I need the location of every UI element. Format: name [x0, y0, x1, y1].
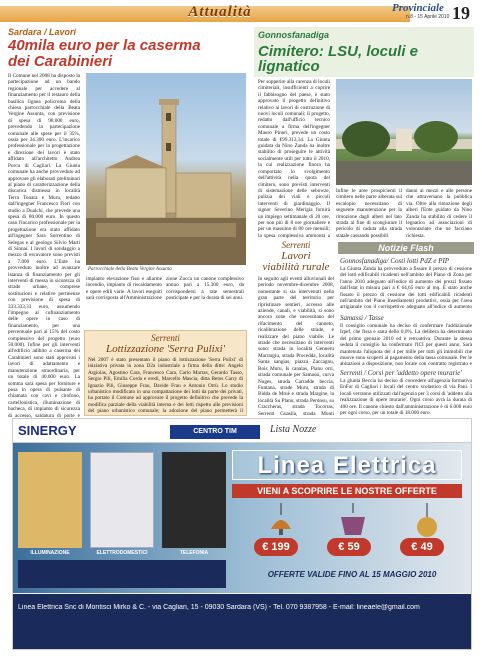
notizia-3-title: Serrenti / Corsi per 'addetto opere murarie': [340, 369, 462, 377]
issue-date: n.8 - 15 Aprile 2010: [406, 14, 450, 20]
serrenti-title-1: Lavori: [281, 250, 311, 262]
cat-illuminazione: ILLUMINAZIONE: [30, 550, 70, 556]
illuminazione-image: [18, 452, 82, 548]
serrenti-kicker: Serrenti: [281, 240, 311, 250]
price-tag-1: € 199: [254, 538, 298, 556]
sinergy-logo: SINERGY: [18, 423, 77, 438]
left-article-column: Il Comune nel 2008 ha disposto la partecipazione ad un bando regionale per accedere al finanziamento per il restauro della basilica lignea policroma della chiesa parrocchiale della Beata Vergine Assunta, con previsione di spesa di 98.000 euro, prevedendo la partecipazione comunale alle spese per il 35%, ossia per 34.300 euro. L'incarico professionale per la progettazione e direzione dei lavori è stato affidato all'architetto Andrea Porcu di Cagliari. La Giunta comunale ha anche provveduto ad approvare gli elaborati preliminari al piano di caratterizzazione della discarica dismessa in località Terra Tonara e Muru, redatto dall'ingegner Francesco Fiori con studio a Dualchi, che prevede una spesa di 80.000 euro. In questo caso l'incarico professionale per la progettazione era stato affidato all'ingegner Sara Sorrentino di Selegas e al geologo Silvio Marti di Sinnai. I lavori di sondaggio a mezzo di escavatore sono previsti a 7.000 euro. L'Ente ha provveduto inoltre ad avanzare istanza di finanziamento per gli interventi di messa in sicurezza di strade urbane, comprese sostituzioni e relative pertinenze con previsione di spesa di 333.333,33 euro, assumendo l'impegno al cofinanziamento delle opere in caso di finanziamento, per una percentuale pari al 15% del costo complessivo del progetto (euro 50.000). Infine per gli interventi all'edificio adibito a caserma dei Carabinieri sono stati approvati i lavori di adattamento e manutenzione straordinaria, per un totale di 40.000 euro. La somma sarà spesa per forniture e posa in opera di pulsante di chiamata con cavi e citofono, cartellonistica, illuminazione di bacheca, di impianto di sicurezza di accesso, saldatura di porte e: [8, 73, 80, 418]
offer-validity: OFFERTE VALIDE FINO AL 15 MAGGIO 2010: [267, 570, 437, 579]
ad-footer-contact: Linea Elettrica Snc di Montisci Mirko & C. - via Cagliari, 15 - 09030 Sardara (VS) - Tel. 070 9387958 - E-mail: lineaele@gmail.com: [18, 604, 420, 611]
section-title: Attualità: [188, 4, 252, 20]
photo-caption: Parrocchiale della Beata Vergine Assunta: [88, 267, 172, 272]
newspaper-logo: Provinciale: [392, 2, 444, 14]
ad-title: Linea Elettrica: [257, 452, 437, 479]
notizia-1-text: La Giunta Zanda ha provveduto a fissare il prezzo di cessione dei lotti edificabili ricadenti nell'ambito del Piano di Zona per l'anno 2010 adeguato all'indice di aumento dei prezzi fissato dall'Istat in misura pari a € 64,65 euro al mq. È stato anche fissato il prezzo di cessione dei lotti edificabili ricadenti nell'ambito del Piano Insediamenti produttivi, ossia per l'area artigianale con il corrispettivo adeguato all'indice di aumento: [340, 266, 472, 311]
notizia-3-text: La giunta Beccia ha deciso di concedere all'agenzia formativa EnFor di Cagliari i locali del centro scolastico di via Pani. I locali verranno utilizzati dall'agenzia per 3 corsi di 'addetto alla realizzazione di opere murarie'. Ogni corso avrà la durata di 400 ore. Il canone chiesto dall'amministrazione è di 6.000 euro per ogni corso, per un totale di 18.000 euro.: [340, 378, 472, 416]
serrenti-title-2: viabilità rurale: [262, 261, 330, 273]
telefonia-image: [162, 452, 226, 548]
ad-promo-banner: VIENI A SCOPRIRE LE NOSTRE OFFERTE: [232, 484, 462, 498]
tim-logo: CENTRO TIM: [170, 425, 260, 439]
cemetery-caption-2: danni ai mezzi e alle persone che attraversano la pubblica via. Oltre alla rimozione degli alberi l'Ente guidato da Nino Zanda ha stabilito di cedere il legnatico ad associazioni di volontariato che ne facciano richiesta.: [406, 188, 472, 239]
lamp-1-icon: [268, 503, 294, 539]
cemetery-photo: [336, 79, 472, 185]
left-headline-1: 40mila euro per la caserma: [8, 37, 201, 54]
left-article-column-2: impianto elevazione fissi e allarme incendio, impianto di riscaldamento e opere edili varie. A lavori eseguiti sarà corrisposta all'Amministrazione: [86, 276, 162, 302]
serrenti-text: In seguito agli eventi alluvionali del periodo novembre-dicembre 2008, nonostante si sia intervenuti nella gran parte del territorio per ripristinare sentieri, accesso alle aziende, canali, e viabilità, si sono ancora zone che necessitano del rifacimento del canneto, ricalibrazione delle strade, e realizzare del piano viabile. Le strade che necessitano di interventi sono: strada in località Genneru Marrargiu, strada Procedda, località Santa sangias, piazza Zaccagnu, Bois Muru, Is canalas, Pianu orri, strada comunale per Samassi, curva Nuges, strada Carradde beccia, Funtana, strade Muru, strada di Bidda de Mruè e strada Margine, la località Su Planu, strada Perdosu, su Craccheras, strada Tocorras, Serrenti Guasila, strada Monti: [258, 276, 334, 416]
lamp-3-icon: [412, 503, 442, 539]
notizia-1-title: Gonnosfanadiga/ Costi lotti PdZ e PIP: [340, 257, 450, 265]
church-photo: [86, 73, 246, 265]
elettrodomestici-image: [90, 452, 154, 548]
price-tag-2: € 59: [327, 538, 371, 556]
lista-nozze-logo: Lista Nozze: [270, 424, 317, 435]
lottizzazione-title: Lottizzazione 'Serra Pulixi': [106, 343, 225, 355]
lottizzazione-kicker: Serrenti: [151, 333, 180, 343]
page-number: 19: [452, 3, 470, 23]
notizie-flash-banner: Notizie Flash: [338, 242, 474, 254]
left-kicker: Sardara / Lavori: [8, 27, 77, 37]
right-headline: Cimitero: LSU, loculi e lignatico: [258, 43, 419, 75]
notizia-2-title: Samassi / Tasse: [340, 314, 384, 322]
ad-footer-band: [13, 594, 471, 649]
cemetery-caption-1: Infine le aree prospicienti il cimitero nelle parte alberata sul escalopio necessitano di seguente manutenzione per la rimozione dagli alberi nel lato strada al fine di scongiurare il pericolo di caduta alla strada statale cassando possibili: [336, 188, 402, 239]
right-kicker: Gonnosfanadiga: [258, 30, 330, 40]
cimitero-column: Per sopperire alla carenza di loculi cimiteriali, insufficienti a coprire il fabbisogno del paese, è stato approvato il progetto definitivo relativo ai lavori di costruzione di nuovi loculi comunali; il progetto, redatto dall'ufficio tecnico comunale a firma dell'ingegner Mauro Pinnri, prevede un costo totale di €99.313,34. La Giunta guidata da Nino Zanda ha inoltre stabilito di proseguire le attività socialmente utili per tutto il 2010, la cui realizzazione finora ha comportato lo svolgimento dell'attività nella quota del cimitero, sono previsti interventi di sistemazione delle sebowze, pulizia dei viali e piccoli interventi di giardinaggio. Il signor Severino Merigia fornirà un impiego settimanale di 20 ore, per non più di 8 ore giornaliere e per un massimo di 80 ore mensili; la spesa complessiva ammonta a: [258, 79, 330, 239]
cat-telefonia: TELEFONIA: [179, 550, 209, 556]
left-article-column-3: zione Zucca un canone complessivo annuo pari a 15.300 euro, da corrispondersi a rate semestrali posticipate e per la durata di sei anni.: [166, 276, 244, 302]
lamp-2-icon: [338, 503, 368, 539]
notizia-2-text: Il consiglio comunale ha deciso di confermare l'addizionale Irpef, che fissa e stata dello 0,6%. La delibera ha determinato del primo gennaio 2010 ed è retroattiva. Durante la stessa seduta il consiglio ha confermato l'ICI per questi anno. Sarà mantenuta l'aliquota del 4 per mille per tutti gli immobili che muove sono scoperti al pagamento della tassa comunale. Per le abitazioni a disposizione, non locate con contratto registrato e: [340, 323, 472, 367]
lottizzazione-text: Nel 2007 è stato presentato il piano di lottizzazione 'Serra Pulixi' di iniziativa privata in zona D2a industriale a firma della ditte: Angelo Argiolas, Agostino Cara, Francesco Cara, Carlo Marras, Gerardo Tasso, Sergio Pili, Emilia Corda e eredi, Marcello Mascia, ditta Betos Carry di Ignazio Pili, Giuseppe Frau, Davide Frau e Antonio Orrù. Lo studio urbanistico modificato in una compattazione dei lotti da parte dei privati, ha portato il Comune ad approvare il progetto definitivo che prevede la modifica parziale della viabilità interna e dei lotti rispetto alle previsioni del piano urbanistico comunale; la adozione del piano permetterà il: [88, 357, 243, 414]
ad-left-bottom-band: [18, 560, 226, 588]
left-headline-2: dei Carabinieri: [8, 53, 113, 70]
price-tag-3: € 49: [400, 538, 444, 556]
cat-elettrodomestici: ELETTRODOMESTICI: [96, 550, 148, 556]
